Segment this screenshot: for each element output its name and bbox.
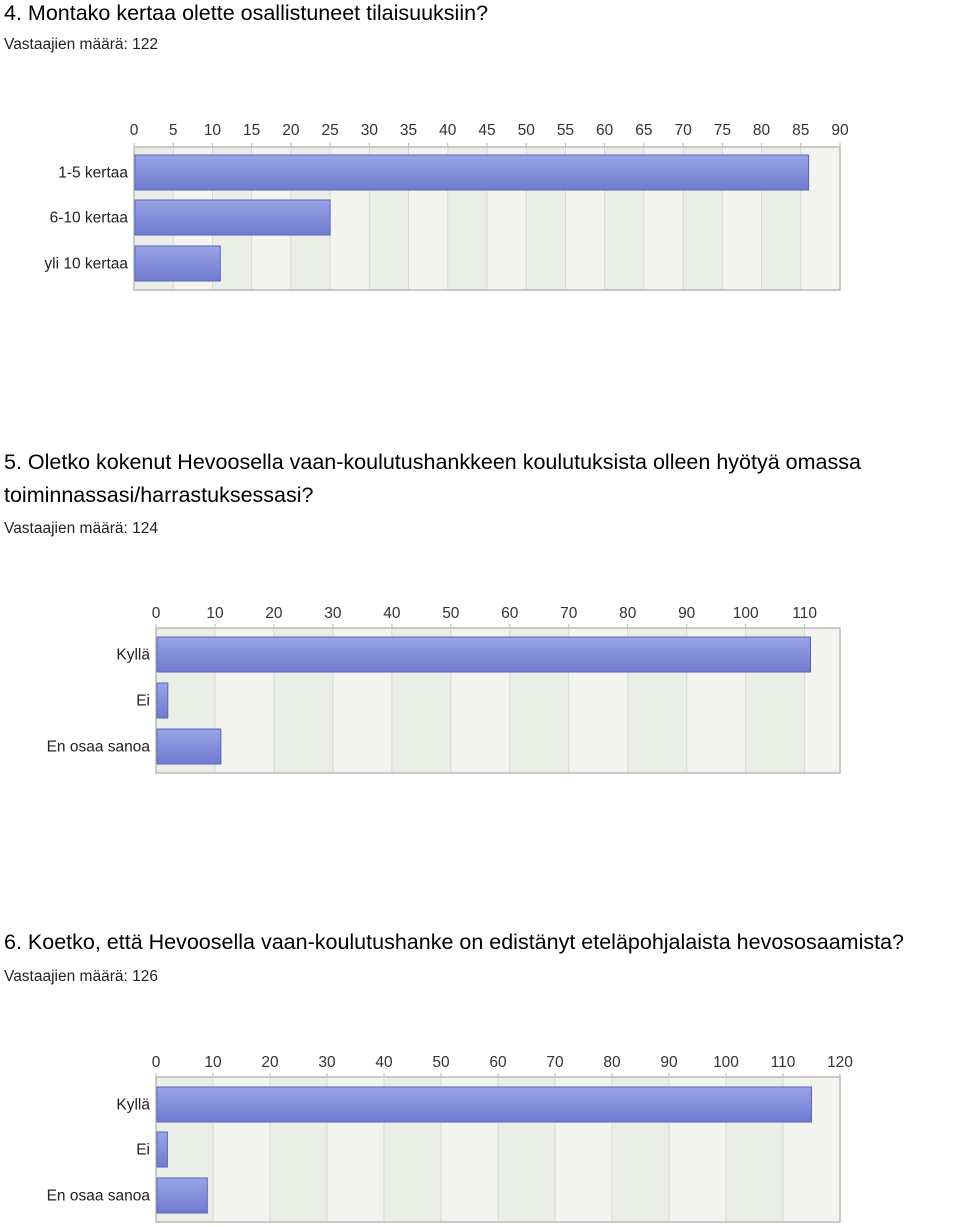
question-5-respondent-count: Vastaajien määrä: 124 — [4, 520, 158, 537]
tick-label: 85 — [792, 122, 810, 139]
tick-label: 55 — [556, 122, 575, 139]
question-6-respondent-count: Vastaajien määrä: 126 — [4, 968, 158, 985]
tick-label: 60 — [501, 605, 519, 622]
tick-label: 110 — [792, 605, 817, 622]
category-label: 1-5 kertaa — [58, 164, 128, 182]
tick-label: 40 — [439, 122, 457, 139]
tick-label: 40 — [383, 605, 401, 622]
question-5-title-line-1: 5. Oletko kokenut Hevoosella vaan-koulutushankkeen koulutuksista olleen hyötyä omassa — [4, 450, 861, 474]
tick-label: 30 — [318, 1054, 336, 1071]
tick-label: 80 — [603, 1054, 621, 1071]
bar — [157, 1178, 207, 1213]
tick-label: 120 — [827, 1054, 853, 1071]
tick-label: 50 — [432, 1054, 450, 1071]
tick-label: 75 — [713, 122, 731, 139]
tick-label: 60 — [489, 1054, 507, 1071]
bar — [157, 1132, 167, 1167]
tick-label: 90 — [678, 605, 696, 622]
category-label: En osaa sanoa — [46, 738, 150, 756]
tick-label: 15 — [243, 122, 261, 139]
question-5-title-line-2: toiminnassasi/harrastuksessasi? — [4, 483, 314, 507]
category-label: Kyllä — [116, 1096, 150, 1114]
tick-label: 90 — [660, 1054, 678, 1071]
tick-label: 110 — [770, 1054, 796, 1071]
tick-label: 10 — [206, 605, 224, 622]
tick-label: 90 — [831, 122, 849, 139]
question-4-respondent-count: Vastaajien määrä: 122 — [4, 36, 158, 53]
bar — [157, 1087, 812, 1122]
tick-label: 60 — [596, 122, 614, 139]
category-label: 6-10 kertaa — [49, 209, 128, 227]
tick-label: 5 — [168, 122, 178, 139]
tick-label: 20 — [282, 122, 300, 139]
tick-label: 50 — [442, 605, 460, 622]
tick-label: 100 — [713, 1054, 739, 1071]
tick-label: 0 — [129, 122, 139, 139]
category-label: Ei — [136, 1141, 150, 1159]
tick-label: 25 — [321, 122, 339, 139]
tick-label: 70 — [546, 1054, 564, 1071]
tick-label: 10 — [203, 122, 222, 139]
tick-label: 10 — [204, 1054, 222, 1071]
category-label: yli 10 kertaa — [44, 255, 128, 273]
category-label: En osaa sanoa — [46, 1187, 150, 1205]
question-4-title: 4. Montako kertaa olette osallistuneet tilaisuuksiin? — [4, 1, 489, 25]
tick-label: 35 — [399, 122, 418, 139]
tick-label: 80 — [752, 122, 771, 139]
tick-label: 20 — [261, 1054, 279, 1071]
tick-label: 80 — [619, 605, 637, 622]
tick-label: 30 — [360, 122, 378, 139]
tick-label: 70 — [560, 605, 578, 622]
tick-label: 20 — [265, 605, 283, 622]
tick-label: 100 — [732, 605, 759, 622]
category-label: Kyllä — [116, 646, 150, 664]
tick-label: 45 — [478, 122, 496, 139]
tick-label: 70 — [674, 122, 692, 139]
category-label: Ei — [136, 692, 150, 710]
tick-label: 40 — [375, 1054, 393, 1071]
tick-label: 65 — [635, 122, 653, 139]
tick-label: 50 — [517, 122, 535, 139]
tick-label: 0 — [151, 605, 161, 622]
tick-label: 0 — [151, 1054, 161, 1071]
question-6-title: 6. Koetko, että Hevoosella vaan-koulutushanke on edistänyt eteläpohjalaista hevososaamista? — [4, 930, 904, 954]
tick-label: 30 — [324, 605, 342, 622]
